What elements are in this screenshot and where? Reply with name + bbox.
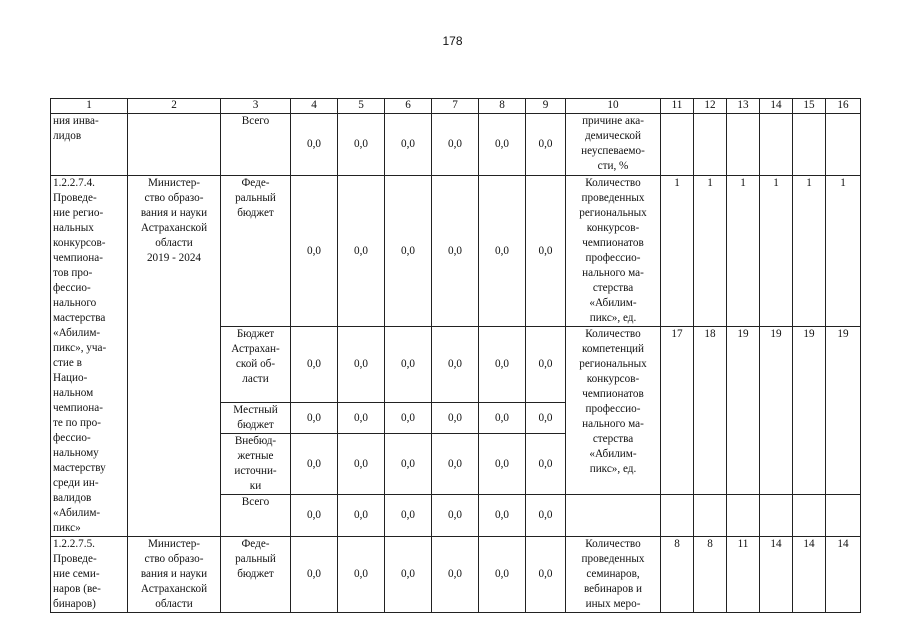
target-cell: 19 <box>826 327 861 495</box>
value-cell: 0,0 <box>432 495 479 537</box>
value-cell: 0,0 <box>479 327 526 403</box>
value-cell: 0,0 <box>479 176 526 327</box>
indicator-cell: причине ака- демической неуспеваемо- сти, % <box>566 114 661 176</box>
executor-cell: Министер- ство образо- вания и науки Астраханской области 2019 - 2024 <box>128 176 221 537</box>
header-row <box>51 99 861 114</box>
value-cell: 0,0 <box>338 434 385 495</box>
value-cell: 0,0 <box>526 434 566 495</box>
funding-source-cell: Внебюд- жетные источни- ки <box>221 434 291 495</box>
value-cell: 0,0 <box>385 537 432 613</box>
header-cell: 1 <box>51 99 128 114</box>
measure-name-cell: 1.2.2.7.5. Проведе- ние семи- наров (ве- бинаров) <box>51 537 128 613</box>
value-cell: 0,0 <box>385 114 432 176</box>
funding-source-cell: Всего <box>221 114 291 176</box>
target-cell: 1 <box>661 176 694 327</box>
value-cell: 0,0 <box>291 434 338 495</box>
header-cell: 5 <box>338 99 385 114</box>
header-cell: 2 <box>128 99 221 114</box>
target-cell <box>694 495 727 537</box>
value-cell: 0,0 <box>338 176 385 327</box>
measure-name-cell: 1.2.2.7.4. Проведе- ние регио- нальных конкурсов- чемпиона- тов про- фессио- нального мастерства «Абилим- пикс», уча- стие в Нацио- нальном чемпиона- те по про- фессио- нальному мастерству среди ин- валидов «Абилим- пикс» <box>51 176 128 537</box>
program-table <box>50 98 861 613</box>
target-cell: 11 <box>727 537 760 613</box>
table-row <box>51 114 861 176</box>
header-cell: 3 <box>221 99 291 114</box>
value-cell: 0,0 <box>526 495 566 537</box>
value-cell: 0,0 <box>479 434 526 495</box>
funding-source-cell: Феде- ральный бюджет <box>221 537 291 613</box>
funding-source-cell: Всего <box>221 495 291 537</box>
value-cell: 0,0 <box>338 495 385 537</box>
header-cell: 14 <box>760 99 793 114</box>
funding-source-cell: Местный бюджет <box>221 403 291 434</box>
value-cell: 0,0 <box>291 537 338 613</box>
target-cell: 1 <box>760 176 793 327</box>
funding-source-cell: Бюджет Астрахан- ской об- ласти <box>221 327 291 403</box>
value-cell: 0,0 <box>526 176 566 327</box>
value-cell: 0,0 <box>291 495 338 537</box>
value-cell: 0,0 <box>432 537 479 613</box>
page-number: 178 <box>442 34 463 48</box>
indicator-cell: Количество компетенций региональных конкурсов- чемпионатов профессио- нального ма- стерства «Абилим- пикс», ед. <box>566 327 661 495</box>
target-cell <box>727 495 760 537</box>
value-cell: 0,0 <box>432 176 479 327</box>
value-cell: 0,0 <box>338 327 385 403</box>
target-cell: 18 <box>694 327 727 495</box>
indicator-cell: Количество проведенных региональных конкурсов- чемпионатов профессио- нального ма- стерства «Абилим- пикс», ед. <box>566 176 661 327</box>
executor-cell <box>128 114 221 176</box>
target-cell: 8 <box>661 537 694 613</box>
table-row <box>51 537 861 613</box>
value-cell: 0,0 <box>385 495 432 537</box>
target-cell: 14 <box>793 537 826 613</box>
target-cell: 14 <box>760 537 793 613</box>
target-cell: 1 <box>727 176 760 327</box>
value-cell: 0,0 <box>385 327 432 403</box>
header-cell: 15 <box>793 99 826 114</box>
value-cell: 0,0 <box>385 434 432 495</box>
target-cell <box>793 495 826 537</box>
target-cell <box>826 495 861 537</box>
target-cell: 19 <box>793 327 826 495</box>
header-cell: 13 <box>727 99 760 114</box>
value-cell: 0,0 <box>291 403 338 434</box>
value-cell: 0,0 <box>432 403 479 434</box>
target-cell: 1 <box>826 176 861 327</box>
value-cell: 0,0 <box>432 114 479 176</box>
target-cell: 8 <box>694 537 727 613</box>
measure-name-cell: ния инва- лидов <box>51 114 128 176</box>
executor-cell: Министер- ство образо- вания и науки Астраханской области <box>128 537 221 613</box>
target-cell <box>661 114 694 176</box>
value-cell: 0,0 <box>291 176 338 327</box>
value-cell: 0,0 <box>526 537 566 613</box>
funding-source-cell: Феде- ральный бюджет <box>221 176 291 327</box>
header-cell: 10 <box>566 99 661 114</box>
header-cell: 6 <box>385 99 432 114</box>
value-cell: 0,0 <box>479 537 526 613</box>
target-cell <box>727 114 760 176</box>
header-cell: 16 <box>826 99 861 114</box>
value-cell: 0,0 <box>291 327 338 403</box>
target-cell <box>661 495 694 537</box>
value-cell: 0,0 <box>385 403 432 434</box>
value-cell: 0,0 <box>479 403 526 434</box>
table-row <box>51 176 861 327</box>
target-cell: 19 <box>760 327 793 495</box>
header-cell: 9 <box>526 99 566 114</box>
target-cell: 1 <box>694 176 727 327</box>
target-cell <box>694 114 727 176</box>
value-cell: 0,0 <box>291 114 338 176</box>
value-cell: 0,0 <box>432 327 479 403</box>
header-cell: 4 <box>291 99 338 114</box>
target-cell <box>793 114 826 176</box>
value-cell: 0,0 <box>526 327 566 403</box>
value-cell: 0,0 <box>479 495 526 537</box>
value-cell: 0,0 <box>432 434 479 495</box>
value-cell: 0,0 <box>479 114 526 176</box>
target-cell <box>760 495 793 537</box>
value-cell: 0,0 <box>338 537 385 613</box>
header-cell: 8 <box>479 99 526 114</box>
target-cell <box>760 114 793 176</box>
target-cell: 17 <box>661 327 694 495</box>
value-cell: 0,0 <box>526 114 566 176</box>
value-cell: 0,0 <box>338 114 385 176</box>
target-cell: 1 <box>793 176 826 327</box>
target-cell: 19 <box>727 327 760 495</box>
indicator-cell: Количество проведенных семинаров, вебинаров и иных меро- <box>566 537 661 613</box>
header-cell: 11 <box>661 99 694 114</box>
target-cell: 14 <box>826 537 861 613</box>
value-cell: 0,0 <box>385 176 432 327</box>
value-cell: 0,0 <box>338 403 385 434</box>
header-cell: 12 <box>694 99 727 114</box>
indicator-cell <box>566 495 661 537</box>
value-cell: 0,0 <box>526 403 566 434</box>
header-cell: 7 <box>432 99 479 114</box>
target-cell <box>826 114 861 176</box>
